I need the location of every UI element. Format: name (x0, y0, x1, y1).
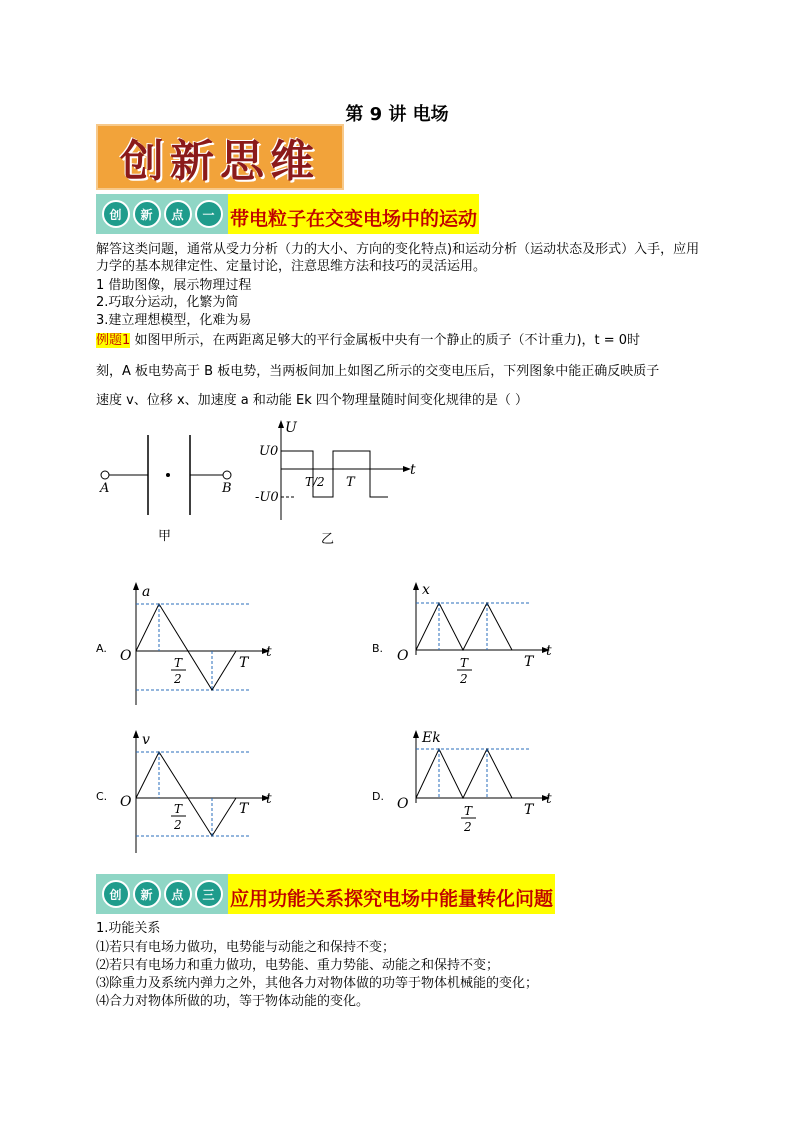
u0-label: U0 (259, 444, 279, 459)
u-axis-label: U (285, 420, 297, 436)
svg-text:t: t (266, 644, 272, 660)
svg-text:t: t (266, 791, 272, 807)
badge-icon: 点 (164, 880, 192, 908)
badge-icon: 三 (195, 880, 223, 908)
svg-text:O: O (397, 796, 409, 812)
svg-text:T: T (524, 802, 534, 818)
svg-text:2: 2 (174, 818, 182, 832)
badge-icon: 新 (133, 880, 161, 908)
figure-yi (255, 418, 425, 548)
page-title: 第 9 讲 电场 (345, 104, 449, 125)
svg-text:T: T (464, 804, 473, 818)
section1-intro: 解答这类问题，通常从受力分析（力的大小、方向的变化特点)和运动分析（运动状态及形式）入手，应用力学的基本规律定性、定量讨论，注意思维方法和技巧的灵活运用。 (96, 242, 700, 274)
example-line-3: 速度 v、位移 x、加速度 a 和动能 Ek 四个物理量随时间变化规律的是（ ） (96, 393, 529, 408)
badge-icon: 点 (164, 200, 192, 228)
section2-header (96, 874, 555, 914)
example-line-2: 刻，A 板电势高于 B 板电势，当两板间加上如图乙所示的交变电压后，下列图象中能正确反映质子 (96, 364, 660, 379)
section1-badges (96, 194, 228, 234)
svg-text:2: 2 (174, 672, 182, 686)
t-axis-label: t (410, 462, 416, 478)
svg-text:T: T (460, 656, 469, 670)
figure-yi-caption: 乙 (321, 532, 335, 547)
option-b-label: B. (372, 642, 384, 655)
energy-line: 1.功能关系 (96, 921, 161, 936)
badge-icon: 新 (133, 200, 161, 228)
banner-text: 创新思维 (120, 136, 320, 187)
innovation-banner (96, 124, 344, 190)
example-text: 如图甲所示，在两距离足够大的平行金属板中央有一个静止的质子（不计重力)，t = 0时 (134, 333, 641, 348)
option-a-axis: a (142, 584, 151, 600)
method-item: 1 借助图像，展示物理过程 (96, 278, 252, 293)
svg-text:2: 2 (460, 672, 468, 686)
method-item: 2.巧取分运动，化繁为简 (96, 295, 239, 310)
energy-line: ⑶除重力及系统内弹力之外，其他各力对物体做的功等于物体机械能的变化； (96, 976, 539, 991)
figure-jia-caption: 甲 (158, 529, 172, 544)
energy-line: ⑷合力对物体所做的功，等于物体动能的变化。 (96, 994, 370, 1009)
svg-text:O: O (397, 648, 409, 664)
option-b-graph (394, 580, 564, 690)
svg-text:t: t (546, 643, 552, 659)
svg-text:T: T (174, 802, 183, 816)
example-number: 1 (122, 333, 131, 348)
option-c-label: C. (96, 790, 108, 803)
section1-title: 带电粒子在交变电场中的运动 (228, 194, 479, 234)
figure-jia (96, 430, 246, 550)
option-b-axis: x (422, 582, 430, 598)
option-d-label: D. (372, 790, 384, 803)
section2-badges (96, 874, 228, 914)
badge-icon: 一 (195, 200, 223, 228)
energy-line: ⑴若只有电场力做功，电势能与动能之和保持不变； (96, 940, 396, 955)
badge-icon: 创 (102, 880, 130, 908)
example-line-1 (96, 332, 640, 349)
plate-a-label: A (100, 481, 110, 496)
plate-b-label: B (222, 481, 232, 496)
svg-text:2: 2 (464, 820, 472, 834)
example-tag: 例题 (96, 333, 123, 348)
period-label: T (346, 475, 355, 490)
option-c-graph (114, 728, 284, 858)
svg-text:O: O (120, 648, 132, 664)
option-c-axis: v (142, 732, 150, 748)
option-a-label: A. (96, 642, 107, 655)
method-item: 3.建立理想模型，化难为易 (96, 313, 252, 328)
option-d-graph (394, 728, 564, 838)
svg-text:T: T (524, 654, 534, 670)
option-a-graph (114, 580, 284, 710)
svg-text:T: T (239, 655, 249, 671)
section2-title: 应用功能关系探究电场中能量转化问题 (228, 874, 555, 914)
half-period-label: T/2 (305, 475, 325, 489)
svg-text:T: T (239, 801, 249, 817)
neg-u0-label: -U0 (255, 490, 279, 505)
badge-icon: 创 (102, 200, 130, 228)
svg-text:O: O (120, 794, 132, 810)
option-d-axis: Ek (422, 730, 441, 746)
section1-header (96, 194, 479, 234)
svg-text:t: t (546, 791, 552, 807)
svg-text:T: T (174, 656, 183, 670)
energy-line: ⑵若只有电场力和重力做功，电势能、重力势能、动能之和保持不变； (96, 958, 500, 973)
